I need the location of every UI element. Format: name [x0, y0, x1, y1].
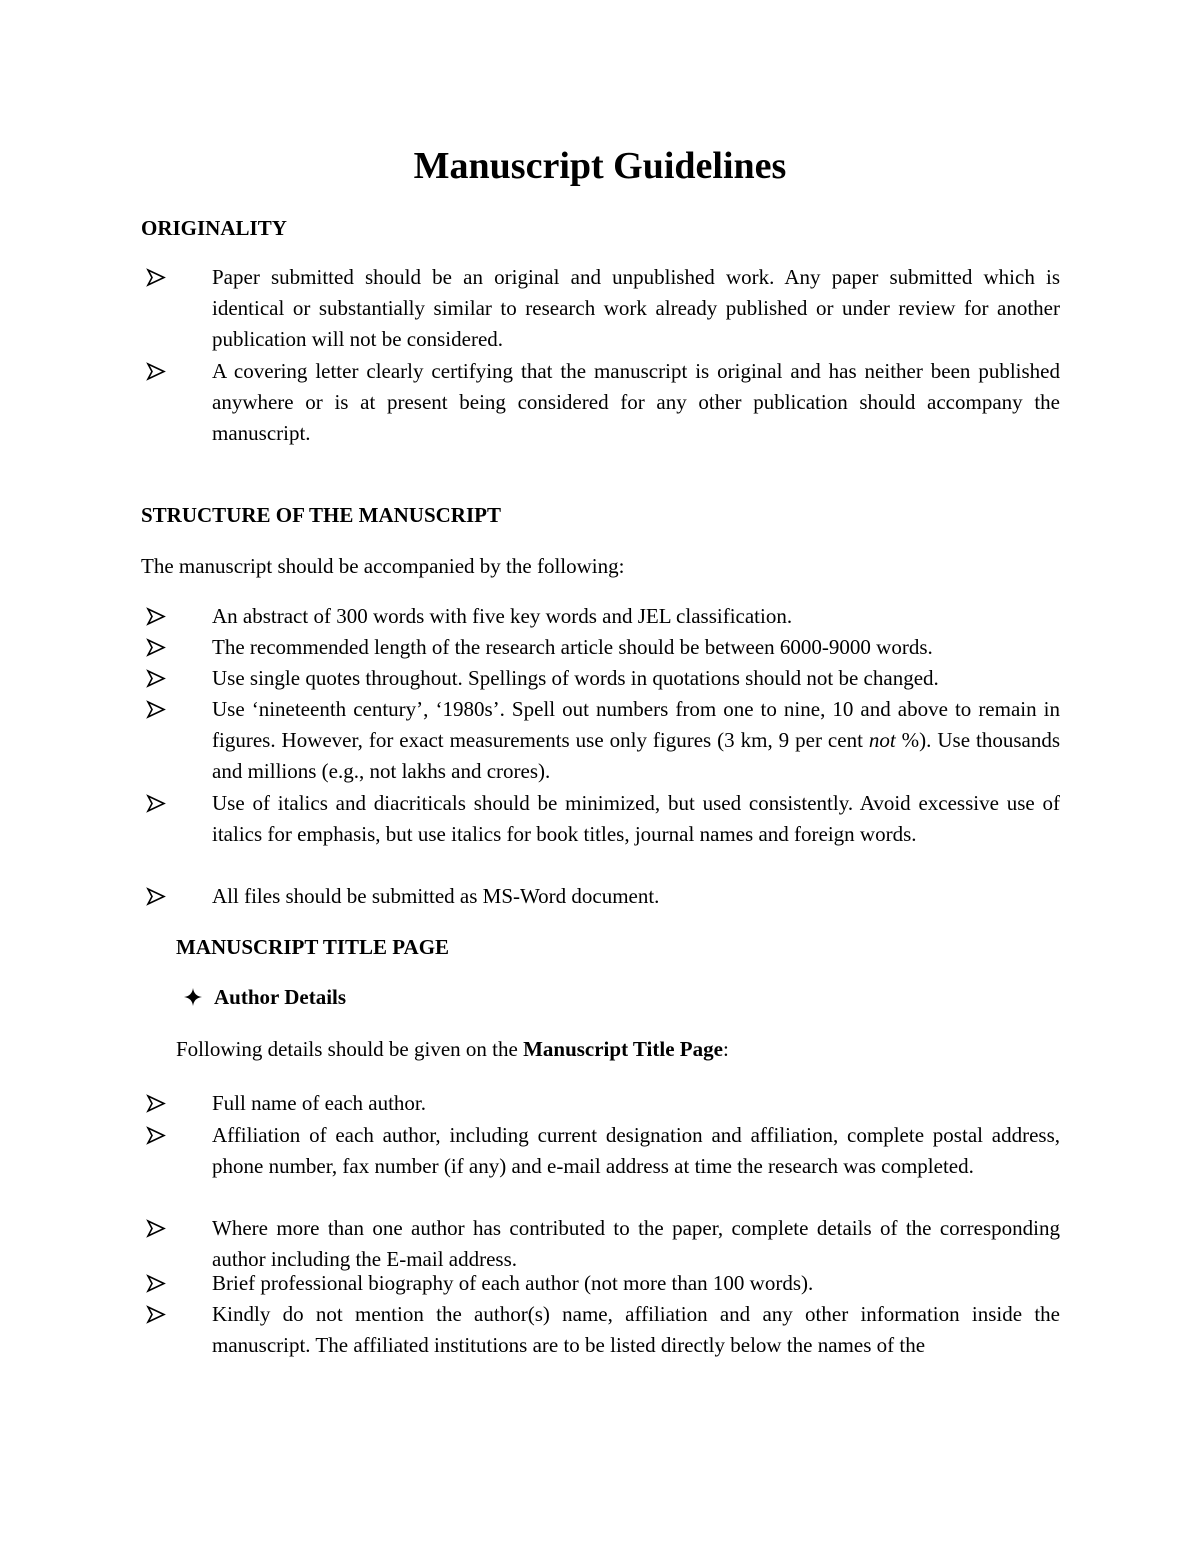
arrow-bullet-icon	[145, 663, 169, 694]
list-item	[176, 1268, 1060, 1299]
list-item	[176, 1213, 1060, 1275]
subheading-author-details	[214, 982, 346, 1012]
list-item	[176, 632, 1060, 663]
list-item-text: All files should be submitted as MS-Word document.	[212, 884, 660, 908]
list-item-text: A covering letter clearly certifying that the manuscript is original and has neither been published anywhere or is at present being considered for any other publication should accompany the manuscript.	[212, 359, 1060, 446]
section-heading-originality: ORIGINALITY	[141, 216, 287, 240]
list-item	[176, 694, 1060, 788]
list-item	[176, 356, 1060, 450]
list-item	[176, 1088, 1060, 1119]
list-item	[176, 1120, 1060, 1182]
diamond-bullet-icon	[182, 986, 204, 1008]
list-item-text: Use of italics and diacriticals should be minimized, but used consistently. Avoid excessive use of italics for emphasis, but use italics for book titles, journal names and foreign words.	[212, 791, 1060, 847]
list-item-text	[176, 694, 1060, 788]
arrow-bullet-icon	[145, 356, 169, 387]
arrow-bullet-icon	[145, 1213, 169, 1244]
section-intro: The manuscript should be accompanied by the following:	[141, 554, 625, 578]
arrow-bullet-icon	[145, 1268, 169, 1299]
list-item-text: Paper submitted should be an original and unpublished work. Any paper submitted which is identical or substantially similar to research work already published or under review for another publication will not be considered.	[212, 265, 1060, 352]
list-item-text: Full name of each author.	[212, 1091, 427, 1115]
list-item	[176, 663, 1060, 694]
list-item-text-part: %). Use thousands and millions (e.g., not lakhs and crores).	[212, 728, 1060, 784]
arrow-bullet-icon	[145, 601, 169, 632]
intro-bold-text: Manuscript Title Page	[523, 1037, 723, 1061]
arrow-bullet-icon	[145, 694, 169, 725]
arrow-bullet-icon	[145, 1299, 169, 1330]
document-title: Manuscript Guidelines	[413, 145, 787, 187]
list-item-text: Kindly do not mention the author(s) name, affiliation and any other information inside the manuscript. The affiliated institutions are to be listed directly below the names of the	[212, 1302, 1060, 1358]
arrow-bullet-icon	[145, 632, 169, 663]
list-item	[176, 788, 1060, 850]
list-item	[176, 1299, 1060, 1361]
arrow-bullet-icon	[145, 1120, 169, 1151]
arrow-bullet-icon	[145, 1088, 169, 1119]
section-heading-title-page: MANUSCRIPT TITLE PAGE	[176, 935, 450, 959]
intro-text-end: :	[722, 1037, 729, 1061]
list-item-text: Brief professional biography of each author (not more than 100 words).	[212, 1271, 814, 1295]
list-item-text: An abstract of 300 words with five key words and JEL classification.	[212, 604, 793, 628]
arrow-bullet-icon	[145, 262, 169, 293]
italic-emphasis: not	[868, 728, 896, 753]
list-item-text: Affiliation of each author, including current designation and affiliation, complete postal address, phone number, fax number (if any) and e-mail address at time the research was completed.	[212, 1123, 1060, 1179]
section-intro	[176, 1034, 729, 1064]
intro-text: Following details should be given on the	[176, 1037, 524, 1061]
arrow-bullet-icon	[145, 881, 169, 912]
list-item-text: Where more than one author has contributed to the paper, complete details of the corresponding author including the E-mail address.	[212, 1216, 1060, 1272]
list-item-text: The recommended length of the research article should be between 6000-9000 words.	[212, 635, 933, 659]
list-item	[176, 262, 1060, 356]
list-item	[176, 881, 1060, 912]
section-heading-structure: STRUCTURE OF THE MANUSCRIPT	[141, 503, 501, 527]
list-item	[176, 601, 1060, 632]
list-item-text: Use single quotes throughout. Spellings of words in quotations should not be changed.	[212, 666, 939, 690]
list-item-text-part: Use ‘nineteenth century’, ‘1980s’. Spell out numbers from one to nine, 10 and above to remain in figures. However, for exact measurements use only figures (3 km, 9 per cent	[212, 697, 1060, 753]
subheading-text: Author Details	[214, 985, 347, 1009]
arrow-bullet-icon	[145, 788, 169, 819]
